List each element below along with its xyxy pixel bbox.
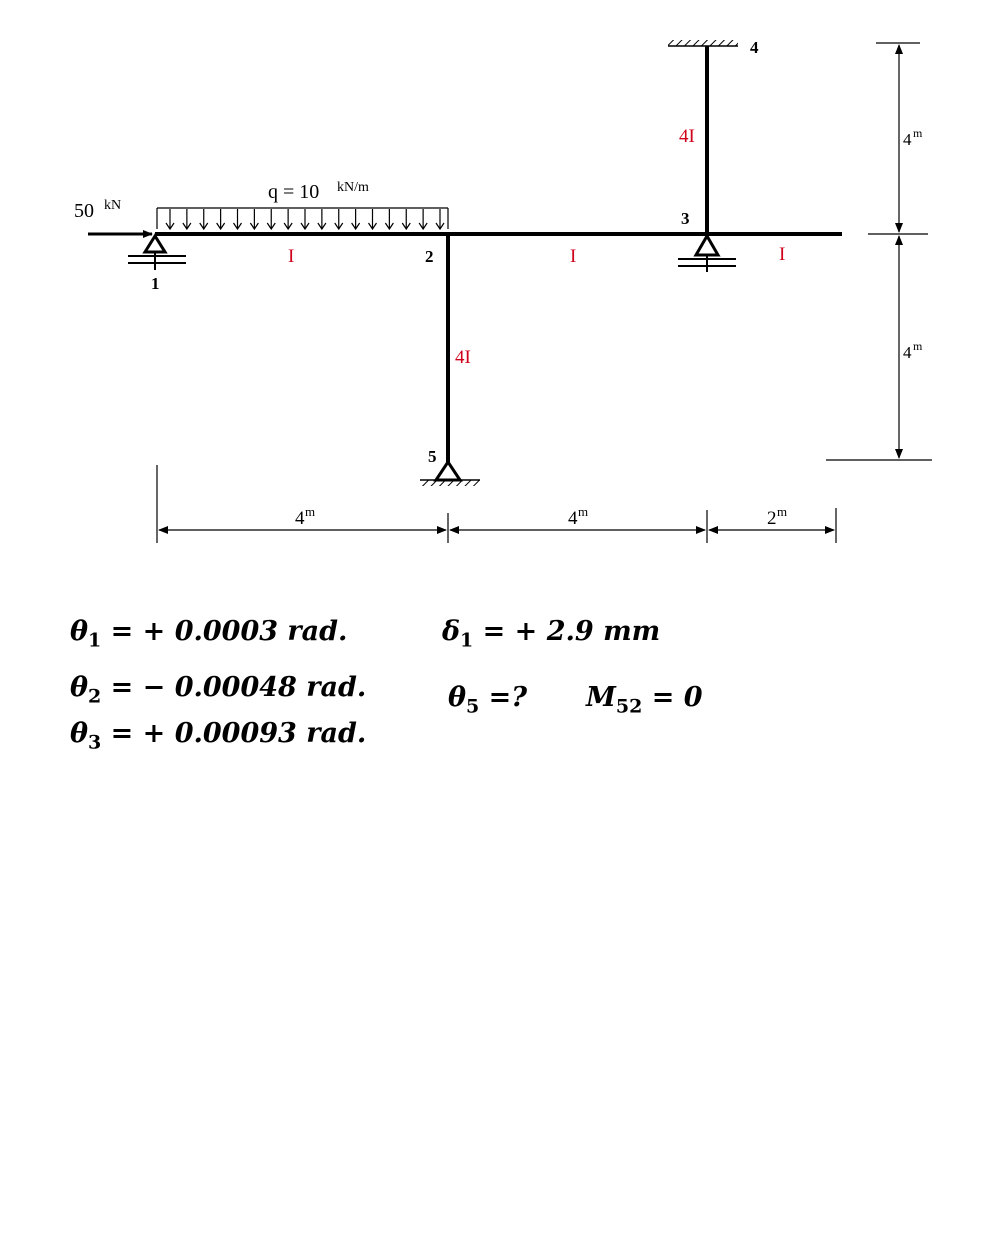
udl-arrow [436,209,444,229]
dist-load-unit: kN/m [337,180,369,195]
udl-arrow [267,209,275,229]
theta1-value: = + 0.0003 rad. [110,616,348,647]
udl-arrow [217,209,225,229]
udl-arrow [183,209,191,229]
udl-arrow [200,209,208,229]
udl-arrow [284,209,292,229]
theta2-value: = − 0.00048 rad. [110,672,367,703]
fixed-support-4 [668,40,738,46]
m52-symbol: M [586,682,616,713]
node-3-label: 3 [681,209,690,228]
roller-support-1 [128,236,186,270]
udl-arrow [369,209,377,229]
horizontal-dimensions [157,465,836,543]
theta2-subscript: 2 [88,685,102,708]
theta5-value: =? [488,682,528,713]
dim-h3-value: 2 [767,508,777,529]
dim-h2-unit: m [578,504,589,519]
node-1-label: 1 [151,274,160,293]
theta3-value: = + 0.00093 rad. [110,718,367,749]
udl-arrow [352,209,360,229]
udl-arrow [385,209,393,229]
theta3-equation [70,718,366,753]
dim-h3-unit: m [777,504,788,519]
theta3-symbol: θ [70,718,89,749]
theta5-subscript: 5 [466,695,480,718]
point-load-value: 50 [74,200,94,222]
udl-arrow [419,209,427,229]
dim-v1-unit: m [913,126,923,140]
m52-equation [586,682,703,717]
delta1-equation [442,616,660,651]
udl-arrow [234,209,242,229]
theta1-equation [70,616,347,651]
member-2-5-label: 4I [455,347,471,368]
theta2-symbol: θ [70,672,89,703]
udl-arrow [335,209,343,229]
dim-h1-value: 4 [295,508,305,529]
delta1-symbol: δ [442,616,461,647]
node-5-label: 5 [428,447,437,466]
delta1-subscript: 1 [460,629,474,652]
node-4-label: 4 [750,38,759,57]
m52-value: = 0 [651,682,703,713]
point-load-unit: kN [104,198,122,213]
member-2-3-label: I [570,246,577,267]
dim-v2-value: 4 [903,343,912,362]
roller-support-3 [678,236,736,272]
member-3-4-label: 4I [679,126,695,147]
distributed-load [157,208,448,229]
dist-load-value: q = 10 [268,181,320,203]
theta2-equation [70,672,366,707]
delta1-value: = + 2.9 mm [482,616,661,647]
theta3-subscript: 3 [88,731,102,754]
udl-arrow [301,209,309,229]
theta1-subscript: 1 [88,629,102,652]
udl-arrow [318,209,326,229]
udl-arrow [250,209,258,229]
dim-v1-value: 4 [903,130,912,149]
theta5-symbol: θ [448,682,467,713]
member-1-2-label: I [288,246,295,267]
vertical-dimensions [826,43,932,460]
udl-arrow [166,209,174,229]
dim-h1-unit: m [305,504,316,519]
node-2-label: 2 [425,247,434,266]
theta1-symbol: θ [70,616,89,647]
theta5-equation [448,682,527,717]
dim-v2-unit: m [913,339,923,353]
m52-subscript: 52 [615,695,643,718]
dim-h2-value: 4 [568,508,578,529]
member-overhang-label: I [779,244,786,265]
udl-arrow [402,209,410,229]
